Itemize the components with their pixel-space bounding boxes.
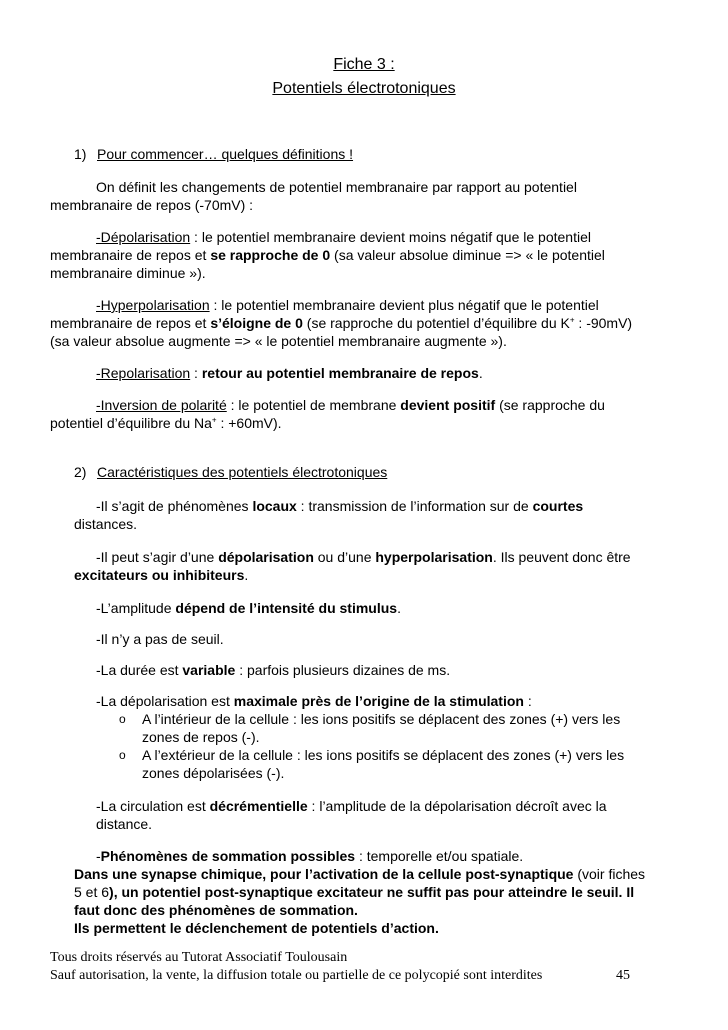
definition-depolarisation-line-3: membranaire diminue »).: [50, 265, 206, 281]
definition-inversion-line-2: [50, 414, 282, 432]
bold-text: ), un potentiel post-synaptique excitateur ne suffit pas pour atteindre le seuil. Il: [109, 884, 635, 900]
paragraph-locaux-line-2: distances.: [74, 516, 138, 532]
text: .: [397, 600, 401, 616]
text: :: [523, 693, 532, 709]
paragraph-synapse-line-3: faut donc des phénomènes de sommation.: [74, 902, 358, 918]
bullet-marker: o: [119, 712, 126, 726]
page-title-line-1: Fiche 3 :: [333, 56, 395, 73]
paragraph-depolarisation-maximale: [96, 692, 532, 710]
text: -: [96, 848, 101, 864]
definition-hyperpolarisation-line-3: (sa valeur absolue augmente => « le potentiel membranaire augmente »).: [50, 333, 507, 349]
paragraph-amplitude: [96, 599, 401, 617]
definition-depolarisation-line-1: [96, 228, 591, 246]
bold-text: Phénomènes de sommation possibles: [100, 848, 356, 864]
text: (se rapproche du: [495, 397, 605, 413]
text: .: [478, 365, 483, 381]
term-inversion-polarite: -Inversion de polarité: [96, 397, 227, 413]
page-title-line-2: Potentiels électrotoniques: [272, 80, 456, 97]
paragraph-circulation-line-1: [96, 797, 607, 815]
paragraph-depol-hyperpol-line-1: [96, 548, 631, 566]
intro-line-1: On définit les changements de potentiel membranaire par rapport au potentiel: [96, 179, 577, 195]
text: -La durée est: [96, 662, 183, 678]
section-1-heading: Pour commencer… quelques définitions !: [97, 146, 354, 162]
superscript: +: [569, 315, 575, 325]
text: 5 et 6: [74, 884, 110, 900]
bold-text: excitateurs ou inhibiteurs: [74, 567, 245, 583]
definition-depolarisation-line-2: [50, 246, 605, 264]
bold-text: courtes: [532, 498, 584, 514]
paragraph-sommation: [96, 847, 523, 865]
text: (voir fiches: [573, 866, 646, 882]
bold-text: hyperpolarisation: [375, 549, 493, 565]
bullet-interieur-line-1: A l’intérieur de la cellule : les ions positifs se déplacent des zones (+) vers les: [142, 711, 621, 727]
paragraph-synapse-line-4: Ils permettent le déclenchement de potentiels d’action.: [74, 920, 439, 936]
text: potentiel d’équilibre du Na: [50, 415, 212, 431]
paragraph-seuil: -Il n’y a pas de seuil.: [96, 631, 224, 647]
bold-text: retour au potentiel membranaire de repos: [201, 365, 479, 381]
bold-text: se rapproche de 0: [210, 247, 331, 263]
text: : le potentiel membranaire devient plus négatif que le potentiel: [209, 297, 599, 313]
definition-repolarisation: [96, 364, 483, 382]
definition-hyperpolarisation-line-2: [50, 314, 632, 332]
text: : +60mV).: [216, 415, 282, 431]
text: : le potentiel membranaire devient moins négatif que le potentiel: [190, 229, 591, 245]
bold-text: s’éloigne de 0: [210, 315, 303, 331]
definition-inversion-line-1: [96, 396, 605, 414]
text: -La dépolarisation est: [96, 693, 234, 709]
bullet-exterieur-line-1: A l’extérieur de la cellule : les ions positifs se déplacent des zones (+) vers les: [142, 747, 625, 763]
bullet-exterieur-line-2: zones dépolarisées (-).: [142, 765, 285, 781]
text: (se rapproche du potentiel d’équilibre du K: [302, 315, 570, 331]
term-hyperpolarisation: -Hyperpolarisation: [96, 297, 210, 313]
footer-copyright: Tous droits réservés au Tutorat Associatif Toulousain: [50, 950, 348, 965]
bold-text: maximale près de l’origine de la stimulation: [233, 693, 524, 709]
intro-line-2: membranaire de repos (-70mV) :: [50, 197, 254, 213]
text: .: [244, 567, 249, 583]
bold-text: dépolarisation: [218, 549, 314, 565]
bold-text: variable: [182, 662, 236, 678]
text: : temporelle et/ou spatiale.: [355, 848, 524, 864]
section-2-heading: Caractéristiques des potentiels électrotoniques: [97, 464, 388, 480]
text: membranaire de repos et: [50, 315, 211, 331]
paragraph-locaux-line-1: [96, 497, 583, 515]
paragraph-synapse-line-2: [74, 883, 634, 901]
page-number: 45: [616, 968, 630, 983]
bold-text: dépend de l’intensité du stimulus: [175, 600, 398, 616]
bold-text: Dans une synapse chimique, pour l’activation de la cellule post-synaptique: [74, 866, 574, 882]
text: -Il peut s’agir d’une: [96, 549, 219, 565]
text: : -90mV): [574, 315, 633, 331]
paragraph-depol-hyperpol-line-2: [74, 566, 248, 584]
section-1-number: 1): [74, 146, 87, 162]
text: . Ils peuvent donc être: [492, 549, 631, 565]
text: ou d’une: [313, 549, 376, 565]
bold-text: locaux: [252, 498, 297, 514]
text: : transmission de l’information sur de: [296, 498, 533, 514]
bold-text: décrémentielle: [209, 798, 308, 814]
text: : le potentiel de membrane: [226, 397, 401, 413]
text: (sa valeur absolue diminue => « le potentiel: [330, 247, 605, 263]
definition-hyperpolarisation-line-1: [96, 296, 599, 314]
paragraph-synapse-line-1: [74, 865, 645, 883]
bold-text: devient positif: [400, 397, 496, 413]
text: -Il s’agit de phénomènes: [96, 498, 253, 514]
text: : parfois plusieurs dizaines de ms.: [235, 662, 451, 678]
paragraph-circulation-line-2: distance.: [96, 816, 153, 832]
term-repolarisation: -Repolarisation: [96, 365, 191, 381]
bullet-marker: o: [119, 748, 126, 762]
term-depolarisation: -Dépolarisation: [96, 229, 191, 245]
text: -La circulation est: [96, 798, 210, 814]
bullet-interieur-line-2: zones de repos (-).: [142, 729, 260, 745]
superscript: +: [211, 415, 217, 425]
footer-disclaimer: Sauf autorisation, la vente, la diffusion totale ou partielle de ce polycopié sont interdites: [50, 968, 543, 983]
text: : l’amplitude de la dépolarisation décroît avec la: [307, 798, 607, 814]
text: :: [190, 365, 202, 381]
section-2-number: 2): [74, 464, 87, 480]
text: -L’amplitude: [96, 600, 176, 616]
text: membranaire de repos et: [50, 247, 211, 263]
paragraph-duree: [96, 661, 450, 679]
